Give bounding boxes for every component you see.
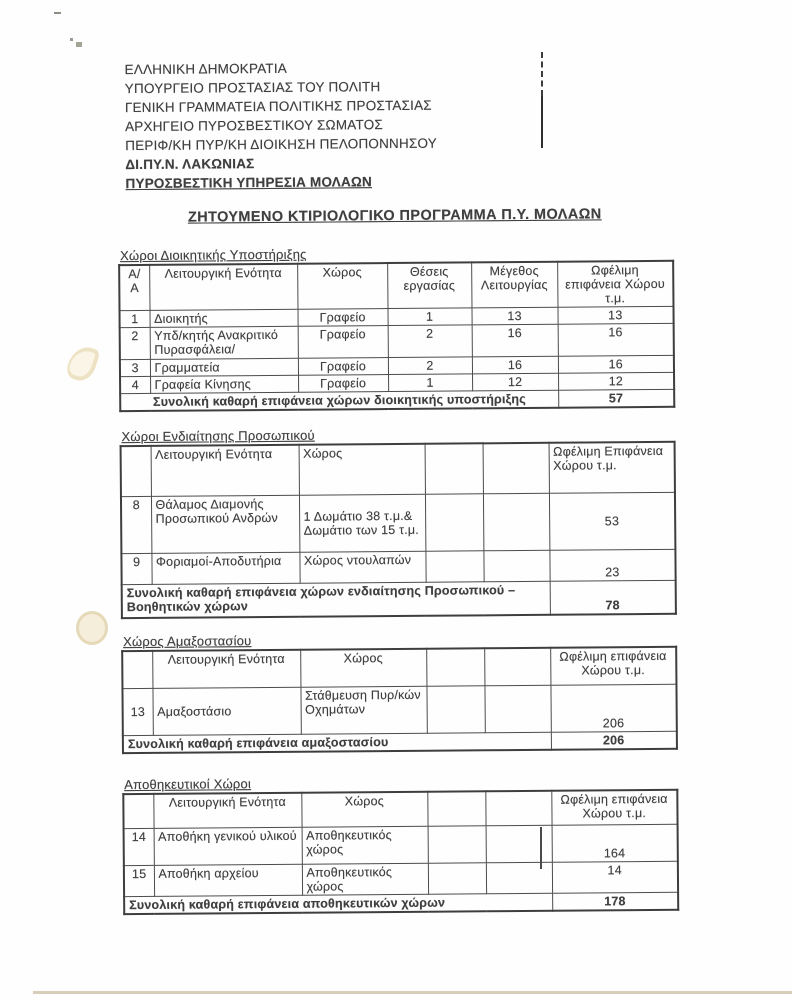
col-header-area: Ωφέλιμη Επιφάνεια Χώρου τ.μ. — [549, 442, 675, 493]
cell-blank — [426, 685, 484, 732]
section-heading: Χώροι Ενδιαίτησης Προσωπικού — [121, 427, 315, 445]
letterhead-line-division: ΔΙ.ΠΥ.Ν. ΛΑΚΩΝΙΑΣ — [125, 156, 255, 173]
section-heading: Χώροι Διοικητικής Υποστήριξης — [120, 246, 307, 264]
cell-index: 9 — [121, 553, 151, 584]
cell-space: Στάθμευση Πυρ/κών Οχημάτων — [300, 686, 426, 734]
section-admin-spaces — [118, 244, 673, 412]
cell-area: 14 — [552, 861, 678, 893]
col-header-blank — [427, 791, 485, 826]
col-header-space: Χώρος — [299, 444, 425, 495]
col-header-unit: Λειτουργική Ενότητα — [151, 445, 299, 496]
cell-area: 53 — [549, 492, 675, 550]
cell-area: 23 — [549, 549, 675, 581]
table-header-row — [123, 789, 677, 828]
table-total-row — [123, 731, 677, 753]
cell-space: Αποθηκευτικός χώρος — [302, 826, 428, 864]
table-header-row — [119, 261, 673, 311]
table-row — [124, 861, 678, 896]
cell-index: 13 — [122, 688, 152, 735]
table-row — [121, 549, 675, 584]
cell-index: 2 — [120, 327, 150, 359]
col-header-area: Ωφέλιμη επιφάνεια Χώρου τ.μ. — [551, 789, 677, 825]
table-row — [122, 684, 676, 735]
total-value: 78 — [550, 580, 676, 615]
cell-area: 13 — [557, 306, 673, 324]
cell-unit: Υπδ/κητής Ανακριτικό Πυρασφάλεια/ — [150, 326, 298, 359]
cell-area: 206 — [550, 684, 676, 732]
col-header-unit: Λειτουργική Ενότητα — [152, 650, 300, 688]
table-total-row — [120, 389, 674, 411]
col-header-index — [123, 793, 153, 828]
cell-blank — [483, 550, 549, 582]
cell-blank — [428, 863, 486, 894]
col-header-index — [121, 446, 151, 496]
cell-blank — [486, 825, 552, 863]
cell-blank — [425, 493, 483, 550]
cell-seats: 1 — [388, 374, 472, 392]
cell-index: 1 — [120, 310, 150, 327]
cell-space: Αποθηκευτικός χώρος — [302, 863, 428, 895]
title-row — [118, 205, 672, 227]
total-label: Συνολική καθαρή επιφάνεια χώρων διοικητικής υποστήριξης — [120, 390, 558, 411]
personnel-quarters-table — [120, 441, 677, 619]
col-header-unit: Λειτουργική Ενότητα — [149, 264, 297, 311]
cell-space: Γραφείο — [298, 375, 388, 393]
cell-size: 16 — [472, 324, 558, 357]
letterhead — [125, 55, 790, 193]
cell-unit: Γραμματεία — [150, 358, 298, 376]
cell-index: 14 — [124, 828, 154, 865]
cell-unit: Γραφεία Κίνησης — [150, 375, 298, 393]
col-header-size: Μέγεθος Λειτουργίας — [471, 262, 557, 308]
letterhead-line-service: ΠΥΡΟΣΒΕΣΤΙΚΗ ΥΠΗΡΕΣΙΑ ΜΟΛΑΩΝ — [125, 174, 372, 192]
cell-area: 16 — [558, 355, 674, 373]
cell-index: 8 — [121, 496, 151, 553]
total-value: 178 — [552, 892, 678, 910]
section-heading: Χώρος Αμαξοστασίου — [123, 633, 252, 650]
col-header-space: Χώρος — [301, 791, 427, 827]
table-row — [121, 492, 675, 553]
cell-blank — [486, 862, 552, 894]
col-header-index — [122, 651, 152, 688]
cell-seats: 1 — [387, 308, 471, 326]
cell-unit: Αποθήκη αρχείου — [154, 864, 302, 896]
col-header-area: Ωφέλιμη επιφάνεια Χώρου τ.μ. — [557, 261, 673, 307]
cell-space: Γραφείο — [298, 358, 388, 376]
apparatus-bay-table — [121, 646, 678, 754]
cell-space: 1 Δωμάτιο 38 τ.μ.& Δωμάτιο των 15 τ.μ. — [299, 494, 425, 552]
section-apparatus-bay — [121, 630, 676, 754]
cell-area: 164 — [552, 824, 678, 862]
section-personnel-quarters — [119, 425, 674, 619]
admin-spaces-table — [118, 260, 675, 412]
total-value: 206 — [551, 731, 677, 749]
cell-space: Γραφείο — [297, 309, 387, 327]
cell-unit: Θάλαμος Διαμονής Προσωπικού Ανδρών — [151, 495, 299, 553]
section-storage-spaces — [122, 772, 677, 915]
cell-area: 12 — [558, 372, 674, 390]
letterhead-line: ΓΕΝΙΚΗ ΓΡΑΜΜΑΤΕΙΑ ΠΟΛΙΤΙΚΗΣ ΠΡΟΣΤΑΣΙΑΣ — [124, 97, 432, 116]
col-header-space: Χώρος — [297, 263, 387, 309]
cell-size: 13 — [471, 307, 557, 325]
cell-space: Γραφείο — [298, 326, 388, 359]
cell-size: 12 — [472, 373, 558, 391]
table-header-row — [122, 647, 676, 688]
cell-area: 16 — [558, 323, 674, 356]
cell-blank — [425, 550, 483, 581]
total-label: Συνολική καθαρή επιφάνεια χώρων ενδιαίτησης Προσωπικού – Βοηθητικών χώρων — [122, 581, 550, 618]
total-label: Συνολική καθαρή επιφάνεια αμαξοστασίου — [123, 732, 551, 753]
col-header-blank — [483, 443, 549, 494]
letterhead-line: ΕΛΛΗΝΙΚΗ ΔΗΜΟΚΡΑΤΙΑ — [124, 60, 288, 78]
cell-size: 16 — [472, 356, 558, 374]
page-bottom-edge — [33, 991, 792, 994]
cell-index: 15 — [124, 865, 154, 896]
col-header-space: Χώρος — [300, 649, 426, 687]
cell-space: Χώρος ντουλαπών — [299, 551, 425, 583]
col-header-blank — [425, 443, 483, 493]
section-heading: Αποθηκευτικοί Χώροι — [124, 775, 252, 792]
page-title: ΖΗΤΟΥΜΕΝΟ ΚΤΙΡΙΟΛΟΓΙΚΟ ΠΡΟΓΡΑΜΜΑ Π.Υ. ΜΟΛΑΩΝ — [187, 206, 602, 226]
cell-index: 3 — [120, 359, 150, 376]
cell-seats: 2 — [388, 325, 472, 358]
col-header-index: Α/Α — [119, 265, 149, 311]
col-header-seats: Θέσεις εργασίας — [387, 262, 471, 308]
cell-seats: 2 — [388, 357, 472, 375]
cell-unit: Διοικητής — [150, 309, 298, 327]
letterhead-line: ΑΡΧΗΓΕΙΟ ΠΥΡΟΣΒΕΣΤΙΚΟΥ ΣΩΜΑΤΟΣ — [125, 117, 383, 135]
total-value: 57 — [558, 389, 674, 407]
cell-unit: Φοριαμοί-Αποδυτήρια — [151, 552, 299, 584]
storage-spaces-table — [122, 788, 679, 915]
table-header-row — [121, 442, 675, 496]
table-row — [124, 824, 678, 865]
cell-blank — [484, 685, 550, 733]
cell-unit: Αποθήκη γενικού υλικού — [154, 827, 302, 865]
cell-unit: Αμαξοστάσιο — [152, 687, 300, 735]
total-label: Συνολική καθαρή επιφάνεια αποθηκευτικών χώρων — [124, 893, 552, 914]
col-header-blank — [485, 790, 551, 826]
letterhead-line: ΠΕΡΙΦ/ΚΗ ΠΥΡ/ΚΗ ΔΙΟΙΚΗΣΗ ΠΕΛΟΠΟΝΝΗΣΟΥ — [125, 135, 437, 154]
table-total-row — [124, 892, 678, 914]
cell-blank — [428, 826, 486, 863]
col-header-blank — [484, 648, 550, 686]
col-header-area: Ωφέλιμη επιφάνεια Χώρου τ.μ. — [550, 647, 676, 685]
cell-blank — [483, 493, 549, 551]
letterhead-line: ΥΠΟΥΡΓΕΙΟ ΠΡΟΣΤΑΣΙΑΣ ΤΟΥ ΠΟΛΙΤΗ — [124, 79, 381, 97]
col-header-unit: Λειτουργική Ενότητα — [153, 792, 301, 828]
col-header-blank — [426, 648, 484, 685]
table-row — [120, 323, 674, 359]
cell-index: 4 — [120, 376, 150, 393]
table-total-row — [122, 580, 676, 618]
